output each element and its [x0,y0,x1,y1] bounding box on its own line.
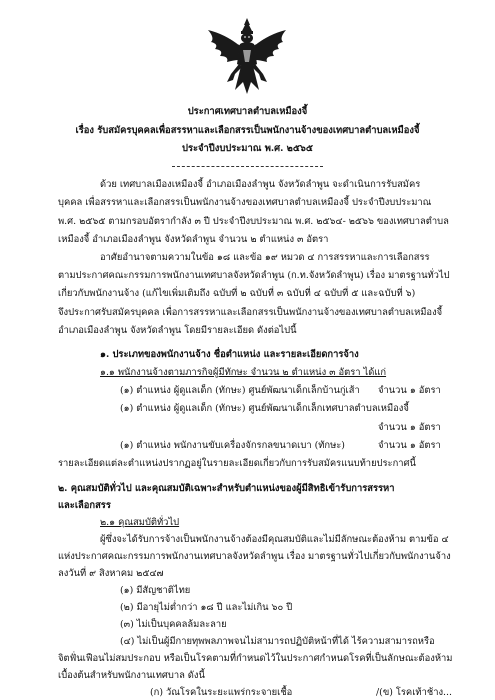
qualification-item: (๒) มีอายุไม่ต่ำกว่า ๑๘ ปี และไม่เกิน ๖๐ ปี [120,602,293,613]
fiscal-year-line: ประจำปีงบประมาณ พ.ศ. ๒๕๖๕ [182,143,313,154]
qualification-para-line: แห่งประกาศคณะกรรมการพนักงานเทศบาลจังหวัดลำพูน เรื่อง มาตรฐานทั่วไปเกี่ยวกับพนักงานจ้าง [58,551,451,562]
continued-marker: /(ข) โรคเท้าช้าง... [376,687,452,698]
qualification-item: (๓) ไม่เป็นบุคคลล้มละลาย [120,619,227,630]
qualification-item-cont: จิตฟั่นเฟือนไม่สมประกอบ หรือเป็นโรคตามที่กำหนดไว้ในประกาศกำหนดโรคที่เป็นลักษณะต้องห้าม [58,653,453,664]
intro-line: เหมืองจี้ อำเภอเมืองลำพูน จังหวัดลำพูน จำนวน ๒ ตำแหน่ง ๓ อัตรา [58,234,329,245]
intro-line: เกี่ยวกับพนักงานจ้าง (แก้ไขเพิ่มเติมถึง ฉบับที่ ๒ ฉบับที่ ๓ ฉบับที่ ๔ ฉบับที่ ๕ และฉบับที่ ๖) [58,288,416,299]
position-note: รายละเอียดแต่ละตำแหน่งปรากฏอยู่ในรายละเอียดเกี่ยวกับการรับสมัครแนบท้ายประกาศนี้ [58,458,416,469]
qualification-subitem: (ก) วัณโรคในระยะแพร่กระจายเชื้อ [150,687,293,698]
qualification-item-cont: เบื้องต้นสำหรับพนักงานเทศบาล ดังนี้ [58,670,205,681]
intro-line: ตามประกาศคณะกรรมการพนักงานเทศบาลจังหวัดลำพูน (ก.ท.จังหวัดลำพูน) เรื่อง มาตรฐานทั่วไป [58,270,450,281]
garuda-emblem-icon [205,16,289,96]
qualification-para-line: ลงวันที่ ๙ สิงหาคม ๒๕๔๗ [58,568,164,579]
position-item: (๑) ตำแหน่ง ผู้ดูแลเด็ก (ทักษะ) ศูนย์พัฒนาเด็กเล็กเทศบาลตำบลเหมืองจี้ [120,403,409,414]
intro-line: บุคคล เพื่อสรรหาและเลือกสรรเป็นพนักงานจ้างของเทศบาลตำบลเหมืองจี้ ประจำปีงบประมาณ [58,197,432,208]
subject-line: เรื่อง รับสมัครบุคคลเพื่อสรรหาและเลือกสรรเป็นพนักงานจ้างของเทศบาลตำบลเหมืองจี้ [75,125,420,136]
section-2-heading: ๒. คุณสมบัติทั่วไป และคุณสมบัติเฉพาะสำหรับตำแหน่งของผู้มีสิทธิเข้ารับการสรรหา [58,483,395,494]
section-2-heading-cont: และเลือกสรร [58,500,111,511]
header-divider [172,166,323,167]
position-item: (๑) ตำแหน่ง ผู้ดูแลเด็ก (ทักษะ) ศูนย์พัฒนาเด็กเล็กบ้านกู่เส้า [120,385,360,396]
section-1-heading: ๑. ประเภทของพนักงานจ้าง ชื่อตำแหน่ง และรายละเอียดการจ้าง [100,349,359,360]
position-count: จำนวน ๑ อัตรา [378,440,441,451]
announcement-title: ประกาศเทศบาลตำบลเหมืองจี้ [187,106,308,117]
qualification-item: (๑) มีสัญชาติไทย [120,585,191,596]
intro-line: จึงประกาศรับสมัครบุคคล เพื่อการสรรหาและเลือกสรรเป็นพนักงานจ้างของเทศบาลตำบลเหมืองจี้ [58,307,443,318]
position-count: จำนวน ๑ อัตรา [378,422,441,433]
section-1-1-heading: ๑.๑ พนักงานจ้างตามภารกิจผู้มีทักษะ จำนวน ๒ ตำแหน่ง ๓ อัตรา ได้แก่ [100,367,387,378]
position-count: จำนวน ๑ อัตรา [378,385,441,396]
intro-line: อำเภอเมืองลำพูน จังหวัดลำพูน โดยมีรายละเอียด ดังต่อไปนี้ [58,325,297,336]
intro-line: อาศัยอำนาจตามความในข้อ ๑๘ และข้อ ๑๙ หมวด ๔ การสรรหาและการเลือกสรร [100,252,430,263]
qualification-para-line: ผู้ซึ่งจะได้รับการจ้างเป็นพนักงานจ้างต้องมีคุณสมบัติและไม่มีลักษณะต้องห้าม ตามข้อ ๔ [100,534,449,545]
section-2-1-heading: ๒.๑ คุณสมบัติทั่วไป [100,517,180,528]
intro-line: ด้วย เทศบาลเมืองเหมืองจี้ อำเภอเมืองลำพูน จังหวัดลำพูน จะดำเนินการรับสมัคร [100,179,421,190]
intro-line: พ.ศ. ๒๕๖๕ ตามกรอบอัตรากำลัง ๓ ปี ประจำปีงบประมาณ พ.ศ. ๒๕๖๔- ๒๕๖๖ ของเทศบาลตำบล [58,216,449,227]
qualification-item: (๔) ไม่เป็นผู้มีกายทุพพลภาพจนไม่สามารถปฏิบัติหน้าที่ได้ ไร้ความสามารถหรือ [120,636,435,647]
position-item: (๑) ตำแหน่ง พนักงานขับเครื่องจักรกลขนาดเบา (ทักษะ) [120,440,345,451]
